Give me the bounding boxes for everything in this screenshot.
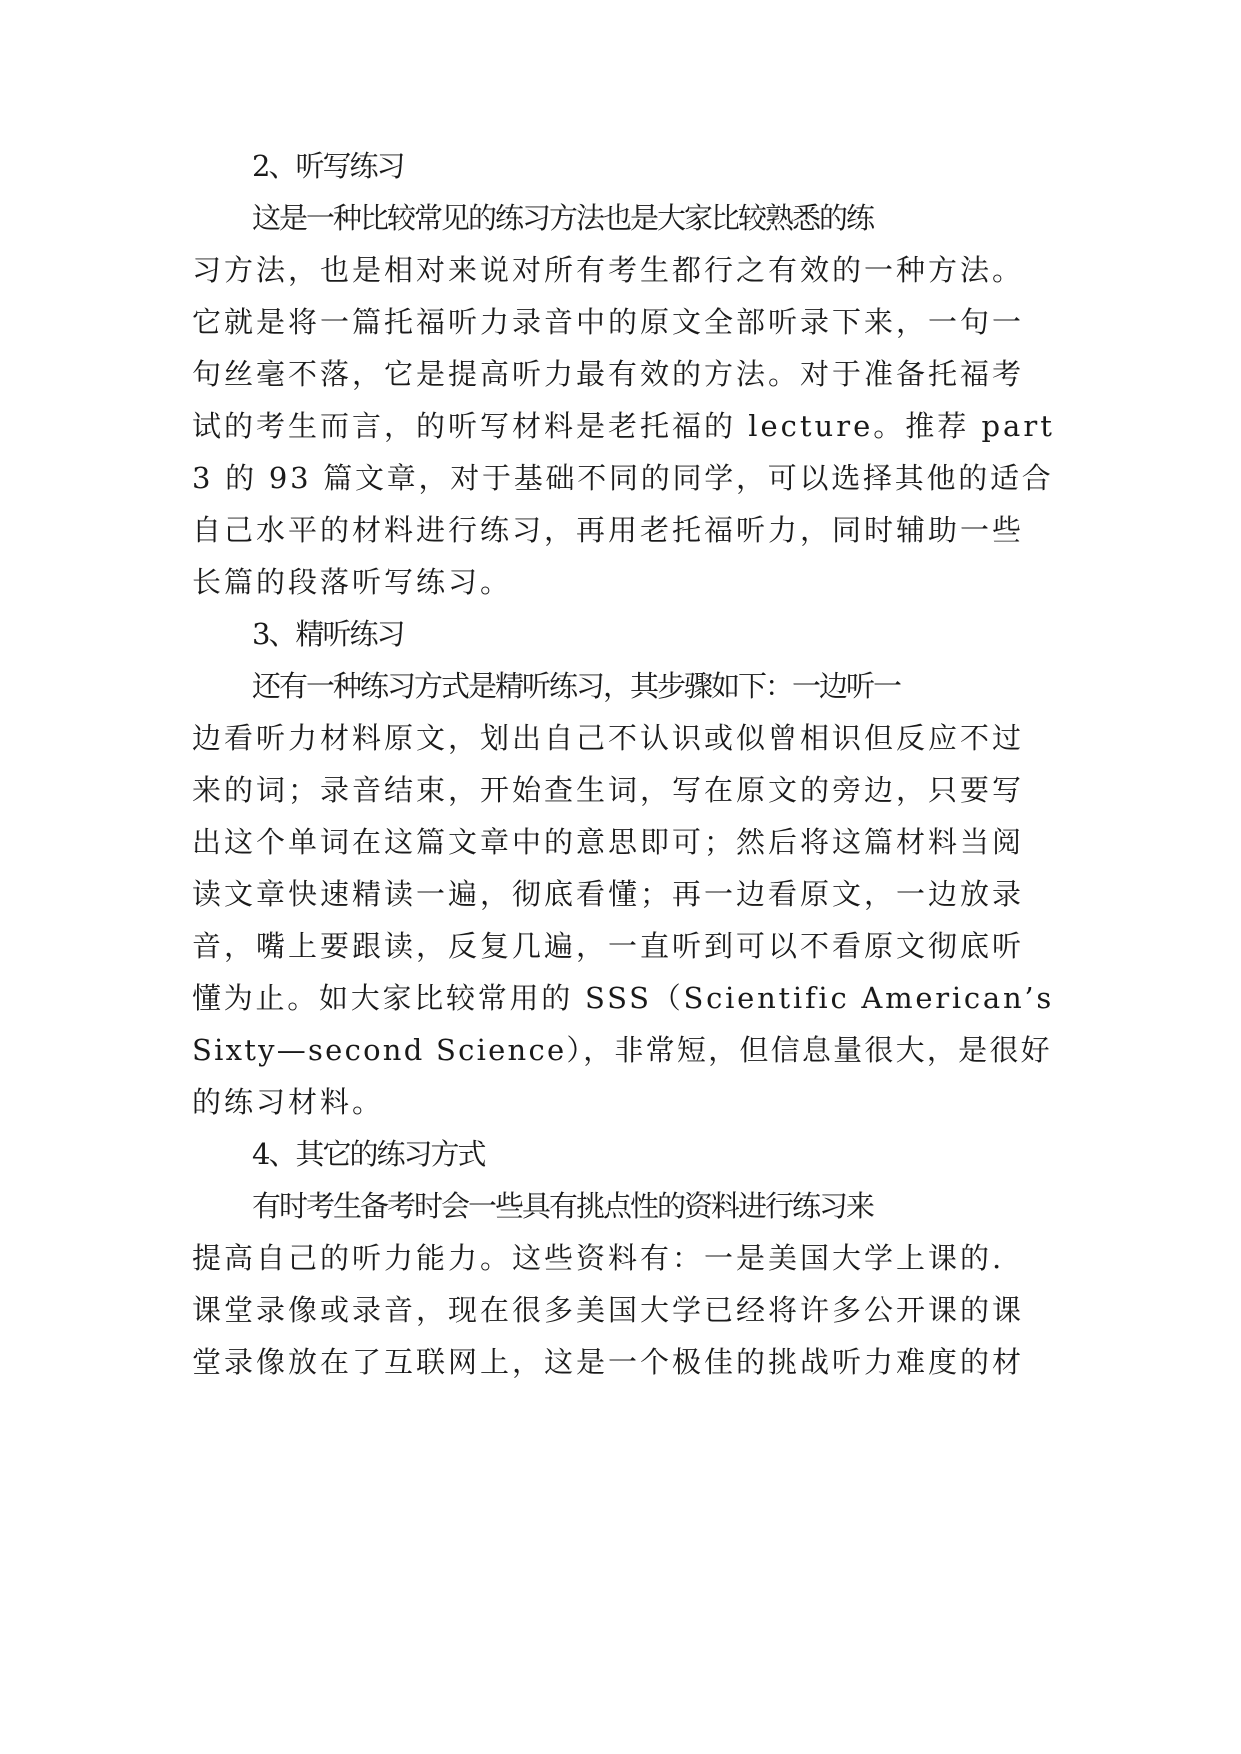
paragraph-line: 提高自己的听力能力。这些资料有：一是美国大学上课的. [192, 1241, 1005, 1275]
paragraph-line: 长篇的段落听写练习。 [192, 565, 513, 599]
paragraph-line: Sixty—second Science），非常短，但信息量很大，是很好 [192, 1033, 1052, 1067]
paragraph-line: 出这个单词在这篇文章中的意思即可；然后将这篇材料当阅 [192, 825, 1025, 859]
paragraph-line: 习方法，也是相对来说对所有考生都行之有效的一种方法。 [192, 253, 1025, 287]
paragraph-line: 堂录像放在了互联网上，这是一个极佳的挑战听力难度的材 [192, 1345, 1025, 1379]
paragraph-line: 课堂录像或录音，现在很多美国大学已经将许多公开课的课 [192, 1293, 1025, 1327]
paragraph-line: 懂为止。如大家比较常用的 SSS（Scientific American’s [192, 981, 1054, 1015]
paragraph-line: 自己水平的材料进行练习，再用老托福听力，同时辅助一些 [192, 513, 1025, 547]
paragraph-line: 的练习材料。 [192, 1085, 385, 1119]
heading-dictation: 2、听写练习 [252, 149, 404, 183]
paragraph-line: 3 的 93 篇文章，对于基础不同的同学，可以选择其他的适合 [192, 461, 1054, 495]
paragraph-line: 试的考生而言，的听写材料是老托福的 lecture。推荐 part [192, 409, 1055, 443]
paragraph-line: 还有一种练习方式是精听练习，其步骤如下：一边听一 [252, 669, 901, 703]
paragraph-line: 句丝毫不落，它是提高听力最有效的方法。对于准备托福考 [192, 357, 1025, 391]
paragraph-line: 音，嘴上要跟读，反复几遍，一直听到可以不看原文彻底听 [192, 929, 1025, 963]
heading-other-methods: 4、其它的练习方式 [252, 1137, 485, 1171]
paragraph-line: 边看听力材料原文，划出自己不认识或似曾相识但反应不过 [192, 721, 1025, 755]
heading-intensive-listening: 3、精听练习 [252, 617, 404, 651]
paragraph-line: 有时考生备考时会一些具有挑点性的资料进行练习来 [252, 1189, 874, 1223]
paragraph-line: 来的词；录音结束，开始查生词，写在原文的旁边，只要写 [192, 773, 1025, 807]
paragraph-line: 它就是将一篇托福听力录音中的原文全部听录下来，一句一 [192, 305, 1025, 339]
paragraph-line: 这是一种比较常见的练习方法也是大家比较熟悉的练 [252, 201, 874, 235]
paragraph-line: 读文章快速精读一遍，彻底看懂；再一边看原文，一边放录 [192, 877, 1025, 911]
